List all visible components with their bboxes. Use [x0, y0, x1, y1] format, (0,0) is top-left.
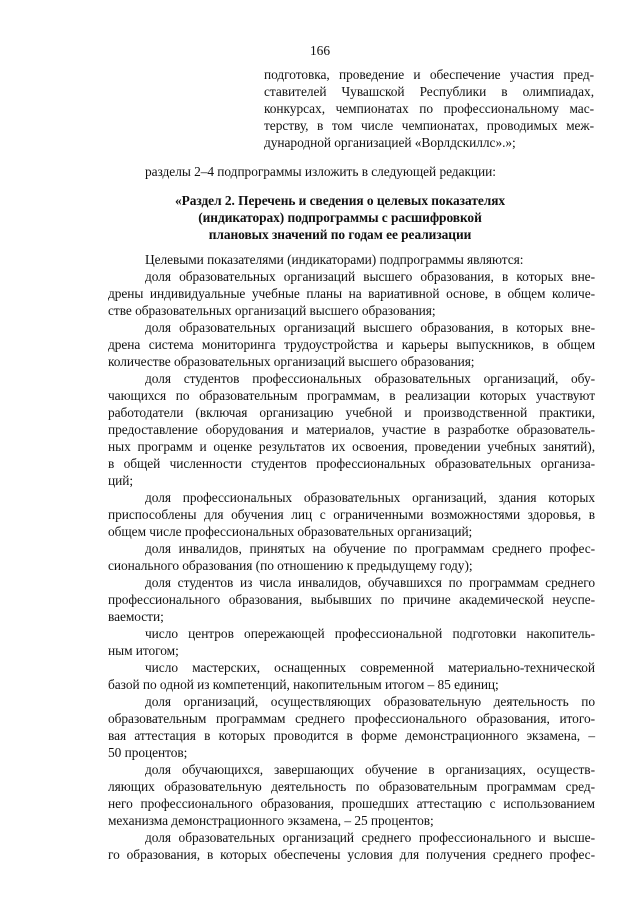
body-line: доля студентов из числа инвалидов, обучавшихся по программам среднего	[145, 575, 595, 590]
body-line: сионального образования (по отношению к предыдущему году);	[108, 558, 473, 573]
body-line: число центров опережающей профессиональной подготовки накопитель-	[145, 626, 595, 641]
body-line: него профессионального образования, прошедших аттестацию с использованием	[108, 796, 595, 811]
body-line: ций;	[108, 473, 134, 488]
section-heading: плановых значений по годам ее реализации	[208, 227, 472, 242]
body-line: механизма демонстрационного экзамена, – 25 процентов;	[108, 813, 434, 828]
body-line: доля обучающихся, завершающих обучение в организациях, осуществ-	[145, 762, 595, 777]
body-line: дрена система мониторинга трудоустройства и карьеры выпускников, в общем	[108, 337, 595, 352]
section-heading: (индикаторах) подпрограммы с расшифровкой	[198, 210, 482, 225]
continuation-line: дународной организацией «Ворлдскиллс».»;	[264, 135, 516, 150]
continuation-line: терству, в том числе чемпионатах, проводимых меж-	[264, 118, 594, 133]
body-line: чающихся по образовательным программам, в реализации которых участвуют	[108, 388, 595, 403]
body-line: го образования, в которых обеспечены условия для получения среднего профес-	[108, 847, 595, 862]
body-line: доля организаций, осуществляющих образовательную деятельность по	[145, 694, 595, 709]
body-line: доля образовательных организаций высшего образования, в которых вне-	[145, 320, 595, 335]
body-line: профессионального образования, выбывших по причине академической неуспе-	[108, 592, 595, 607]
continuation-line: конкурсах, чемпионатах по профессиональному мас-	[264, 101, 594, 116]
body-line: ваемости;	[108, 609, 164, 624]
body-line: доля студентов профессиональных образовательных организаций, обу-	[145, 371, 595, 386]
continuation-line: подготовка, проведение и обеспечение участия пред-	[264, 67, 594, 82]
body-line: стве образовательных организаций высшего образования;	[108, 303, 436, 318]
body-line: количестве образовательных организаций высшего образования;	[108, 354, 475, 369]
body-line: предоставление оборудования и материалов, участие в разработке образователь-	[108, 422, 595, 437]
body-line: образовательным программам среднего профессионального образования, итого-	[108, 711, 595, 726]
body-line: 50 процентов;	[108, 745, 188, 760]
body-line: число мастерских, оснащенных современной материально-технической	[145, 660, 595, 675]
body-line: дрены индивидуальные учебные планы на вариативной основе, в общем количе-	[108, 286, 595, 301]
body-line: в общей численности студентов профессиональных образовательных организа-	[108, 456, 595, 471]
body-line: ным итогом;	[108, 643, 179, 658]
body-line: вая аттестация в которых проводится в форме демонстрационного экзамена, –	[108, 728, 595, 743]
section-heading: «Раздел 2. Перечень и сведения о целевых показателях	[174, 193, 506, 208]
body-line: приспособлены для обучения лиц с ограниченными возможностями здоровья, в	[108, 507, 595, 522]
page-number: 166	[310, 43, 330, 58]
body-line: ляющих образовательную деятельность по образовательным программам сред-	[108, 779, 595, 794]
body-line: доля образовательных организаций среднего профессионального и высше-	[145, 830, 595, 845]
body-line: Целевыми показателями (индикаторами) подпрограммы являются:	[145, 252, 524, 267]
intro-line: разделы 2–4 подпрограммы изложить в следующей редакции:	[145, 164, 496, 179]
body-line: доля профессиональных образовательных организаций, здания которых	[145, 490, 595, 505]
body-line: общем числе профессиональных образовательных организаций;	[108, 524, 473, 539]
body-line: работодатели (включая организацию учебной и производственной практики,	[108, 405, 595, 420]
body-line: ных программ и оценке результатов их освоения, проведении учебных занятий),	[108, 439, 595, 454]
body-line: доля инвалидов, принятых на обучение по программам среднего профес-	[145, 541, 595, 556]
body-line: базой по одной из компетенций, накопительным итогом – 85 единиц;	[108, 677, 499, 692]
body-line: доля образовательных организаций высшего образования, в которых вне-	[145, 269, 595, 284]
continuation-line: ставителей Чувашской Республики в олимпиадах,	[264, 84, 594, 99]
